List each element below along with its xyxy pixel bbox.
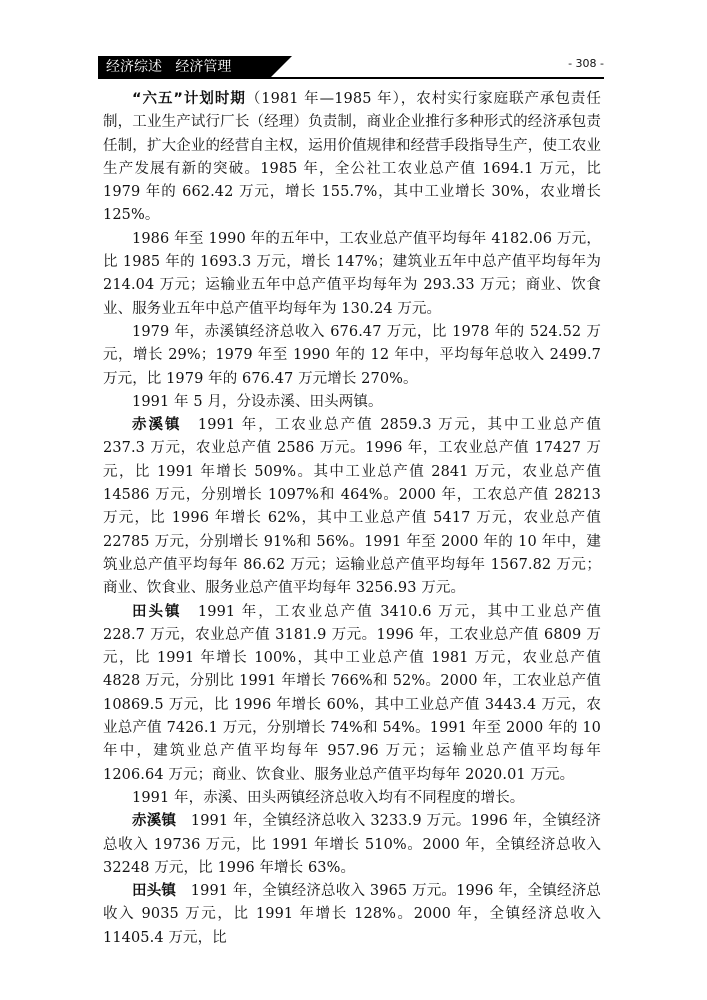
paragraph-lead: “六五”计划时期	[132, 91, 246, 107]
paragraph-lead: 赤溪镇	[132, 417, 182, 434]
paragraph	[103, 880, 601, 950]
paragraph-text: 1979 年，赤溪镇经济总收入 676.47 万元，比 1978 年的 524.52 万元，增长 29%；1979 年至 1990 年的 12 年中，平均每年总收入 2499.7 万元，比 1979 年的 676.47 万元增长 270%。	[103, 323, 601, 387]
paragraph	[103, 810, 601, 880]
paragraph	[103, 321, 601, 391]
paragraph	[103, 414, 601, 600]
body-text	[103, 88, 601, 950]
paragraph-text: 1991 年，全镇经济总收入 3233.9 万元。1996 年，全镇经济总收入 19736 万元，比 1991 年增长 510%。2000 年，全镇经济总收入 32248 万元，比 1996 年增长 63%。	[103, 813, 601, 876]
paragraph-text: 1991 年，全镇经济总收入 3965 万元。1996 年，全镇经济总收入 9035 万元，比 1991 年增长 128%。2000 年，全镇经济总收入 11405.4 万元，比	[103, 883, 601, 946]
header-section: 经济综述	[106, 59, 162, 75]
paragraph	[103, 228, 601, 321]
paragraph-lead: 赤溪镇	[132, 813, 177, 830]
running-header	[98, 56, 604, 78]
header-rule	[98, 77, 604, 79]
page-number: - 308 -	[568, 57, 604, 70]
header-subsection: 经济管理	[175, 59, 232, 75]
paragraph-text: 1991 年，赤溪、田头两镇经济总收入均有不同程度的增长。	[132, 789, 525, 806]
paragraph-text: 1986 年至 1990 年的五年中，工农业总产值平均每年 4182.06 万元，比 1985 年的 1693.3 万元，增长 147%；建筑业五年中总产值平均每年为 214.04 万元；运输业五年中总产值平均每年为 293.33 万元；商业、饮食业、服务业五年中总产值平均每年为 130.24 万元。	[103, 230, 601, 317]
paragraph-text: 1991 年，工农业总产值 2859.3 万元，其中工业总产值 237.3 万元，农业总产值 2586 万元。1996 年，工农业总产值 17427 万元，比 1991 年增长 509%。其中工业总产值 2841 万元，农业总产值 14586 万元，分别增长 1097%和 464%。2000 年，工农总产值 28213 万元，比 1996 年增长 62%，其中工业总产值 5417 万元，农业总产值 22785 万元，分别增长 91%和 56%。1991 年至 2000 年的 10 年中，建筑业总产值平均每年 86.62 万元；运输业总产值平均每年 1567.82 万元；商业、饮食业、服务业总产值平均每年 3256.93 万元。	[103, 417, 601, 597]
paragraph-lead: 田头镇	[132, 883, 177, 900]
header-section-band	[98, 56, 270, 78]
paragraph	[103, 88, 601, 228]
header-band-wedge	[270, 56, 292, 78]
paragraph-text: 1991 年，工农业总产值 3410.6 万元，其中工业总产值 228.7 万元，农业总产值 3181.9 万元。1996 年，工农业总产值 6809 万元，比 1991 年增长 100%，其中工业总产值 1981 万元，农业总产值 4828 万元，分别比 1991 年增长 766%和 52%。2000 年，工农业总产值 10869.5 万元，比 1996 年增长 60%，其中工业总产值 3443.4 万元，农业总产值 7426.1 万元，分别增长 74%和 54%。1991 年至 2000 年的 10 年中，建筑业总产值平均每年 957.96 万元；运输业总产值平均每年 1206.64 万元；商业、饮食业、服务业总产值平均每年 2020.01 万元。	[103, 603, 601, 783]
paragraph	[103, 787, 601, 810]
paragraph	[103, 601, 601, 787]
paragraph-text: （1981 年—1985 年），农村实行家庭联产承包责任制，工业生产试行厂长（经理）负责制，商业企业推行多种形式的经济承包责任制，扩大企业的经营自主权，运用价值规律和经营手段指导生产，使工农业生产发展有新的突破。1985 年，全公社工农业总产值 1694.1 万元，比 1979 年的 662.42 万元，增长 155.7%，其中工业增长 30%，农业增长 125%。	[103, 91, 602, 224]
paragraph	[103, 391, 601, 414]
paragraph-lead: 田头镇	[132, 603, 182, 620]
paragraph-text: 1991 年 5 月，分设赤溪、田头两镇。	[132, 393, 383, 410]
